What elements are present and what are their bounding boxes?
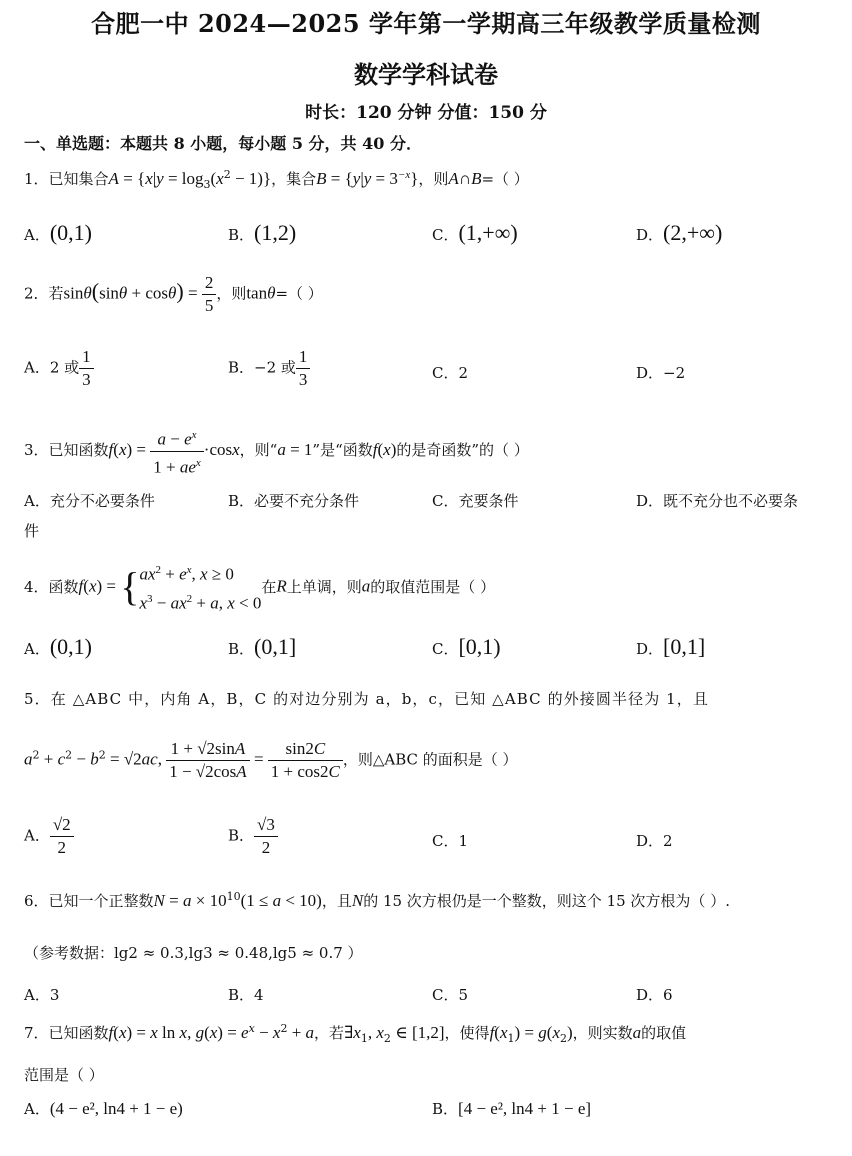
option-5b: B． $\frac{√3}{2}$ <box>228 814 278 859</box>
question-5-formula: $a^2 + c^2 - b^2 = √2ac$, $\frac{1 + √2\sin A}{1 - √2\cos A}$ = $\frac{\sin 2C}{1 + \cos 2C}$ ，则△ABC 的面积是（ ） <box>24 739 518 781</box>
option-3b: B．必要不充分条件 <box>228 492 360 510</box>
question-4: 4．函数f(x) = { $ax^2 + e^x$, x ≥ 0 $x^3 - ax^2 + a$, x < 0 在R上单调，则a的取值范围是（ ） <box>24 563 496 613</box>
option-7b: B．[4 − e², ln4 + 1 − e] <box>432 1099 592 1118</box>
question-5: 5．在 △ABC 中，内角 A，B，C 的对边分别为 a，b，c，已知 △ABC 的外接圆半径为 1，且 <box>24 690 710 708</box>
option-4b: B．(0,1] <box>228 634 297 659</box>
exam-info: 时长：120 分钟 分值：150 分 <box>305 103 547 123</box>
option-7a: A．(4 − e², ln4 + 1 − e) <box>24 1099 183 1118</box>
option-4d: D．[0,1] <box>636 634 706 659</box>
option-2c: C．2 <box>432 364 469 382</box>
option-6b: B．4 <box>228 986 264 1004</box>
question-6: 6．已知一个正整数$N = a \times 10^{10}(1 \le a < 10)$，且N的 15 次方根仍是一个整数，则这个 15 次方根为（ ）. <box>24 890 730 910</box>
option-6d: D．6 <box>636 986 673 1004</box>
option-2a: A．2 或 $\frac{1}{3}$ <box>24 346 94 391</box>
question-1: 1．已知集合$A = \{x|y = \log_3(x^2 - 1)\}$，集合$B = \{y|y = 3^{-x}\}$，则A∩B=（ ） <box>24 168 529 191</box>
option-1a: A．(0,1) <box>24 220 92 245</box>
question-3: 3．已知函数f(x) = $\frac{a - e^x}{1 + ae^x}$ ·cosx，则“a = 1”是“函数f(x)的是奇函数”的（ ） <box>24 424 529 478</box>
option-4a: A．(0,1) <box>24 634 92 659</box>
option-1c: C．(1,+∞) <box>432 220 518 245</box>
option-2d: D．−2 <box>636 364 686 382</box>
question-2: 2．若sinθ(sinθ + cosθ) = $\frac{2}{5}$ ，则tanθ=（ ） <box>24 273 323 315</box>
option-3d-wrap: 件 <box>24 522 40 540</box>
option-5d: D．2 <box>636 832 673 850</box>
question-7-continued: 范围是（ ） <box>24 1066 104 1084</box>
exam-subtitle: 数学学科试卷 <box>354 60 498 89</box>
option-5a: A． $\frac{√2}{2}$ <box>24 814 74 859</box>
exam-title: 合肥一中 2024—2025 学年第一学期高三年级教学质量检测 <box>91 9 761 38</box>
option-4c: C．[0,1) <box>432 634 501 659</box>
option-5c: C．1 <box>432 832 469 850</box>
option-2b: B．−2 或 $\frac{1}{3}$ <box>228 346 310 391</box>
option-6c: C．5 <box>432 986 469 1004</box>
question-7: 7．已知函数f(x) = x ln x, $g(x) = e^x - x^2 + a$，若$\exists x_1$, $x_2$ ∈ [1,2]，使得$f(x_1) = g(x_2)$，则实数a的取值 <box>24 1022 687 1045</box>
option-3c: C．充要条件 <box>432 492 519 510</box>
option-3d: D．既不充分也不必要条 <box>636 492 799 510</box>
option-6a: A．3 <box>24 986 60 1004</box>
option-1d: D．(2,+∞) <box>636 220 723 245</box>
option-3a: A．充分不必要条件 <box>24 492 155 510</box>
section-heading: 一、单选题：本题共 8 小题，每小题 5 分，共 40 分． <box>24 134 422 153</box>
question-6-reference: （参考数据：lg2 ≈ 0.3,lg3 ≈ 0.48,lg5 ≈ 0.7 ） <box>24 944 363 962</box>
option-1b: B．(1,2) <box>228 220 297 245</box>
